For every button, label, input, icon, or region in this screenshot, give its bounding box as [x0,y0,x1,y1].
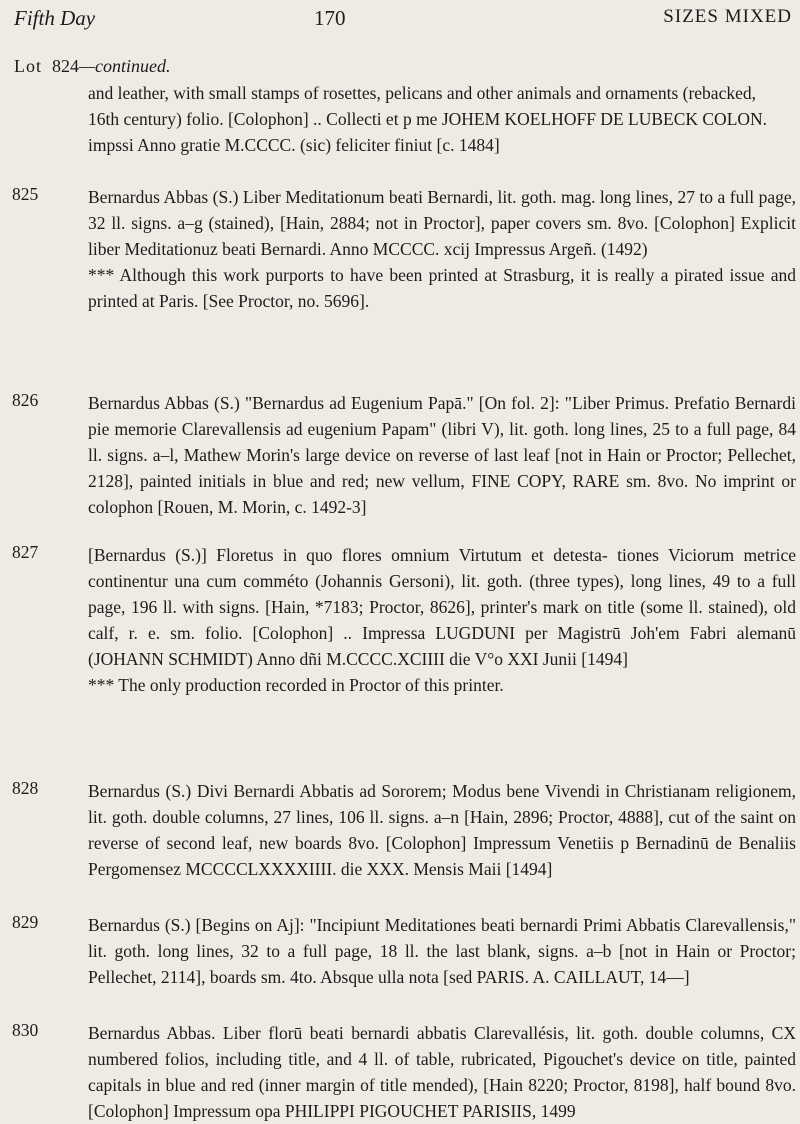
lot-number: 830 [12,1020,39,1040]
continuation-text: and leather, with small stamps of rosettes, pelicans and other animals and ornaments (rebacked, 16th century) folio. [Colophon] .. Collecti et p me JOHEM KOELHOFF DE LUBECK COLON. impssi Anno gratie M.CCCC. (sic) feliciter finiut [c. 1484] [88,83,768,155]
lot-description: Bernardus (S.) [Begins on Aj]: "Incipiunt Meditationes beati bernardi Primi Abbatis Clarevallensis," lit. goth. long lines, 32 to a full page, 18 ll. the last blank, signs. a–b [not in Hain or Proctor; Pellechet, 2114], boards sm. 4to. Absque ulla nota [sed PARIS. A. CAILLAUT, 14—] [88,915,796,987]
lot-continuation [88,80,788,158]
lot-number: 828 [12,778,39,798]
lot-note: *** The only production recorded in Proctor of this printer. [88,675,504,695]
lot-number: 824 [52,56,79,76]
lot-continued: —continued. [79,56,171,76]
lot-description: [Bernardus (S.)] Floretus in quo flores omnium Virtutum et detesta- tiones Viciorum metrice continentur una cum comméto (Johannis Gersoni), lit. goth. (three types), long lines, 49 to a full page, 196 ll. with signs. [Hain, *7183; Proctor, 8626], printer's mark on title (some ll. stained), old calf, r. e. sm. folio. [Colophon] .. Impressa LUGDUNI per Magistrū Joh'em Fabri alemanū (JOHANN SCHMIDT) Anno dñi M.CCCC.XCIIII die V°o XXI Junii [1494] [88,545,796,669]
day-title: Fifth Day [14,6,96,30]
lot-description: Bernardus (S.) Divi Bernardi Abbatis ad Sororem; Modus bene Vivendi in Christianam religionem, lit. goth. double columns, 27 lines, 106 ll. signs. a–n [Hain, 2896; Proctor, 4888], cut of the saint on reverse of second leaf, new boards 8vo. [Colophon] Impressum Venetiis p Bernadinū de Benaliis Pergomensez MCCCCLXXXXIIII. die XXX. Mensis Maii [1494] [88,781,796,879]
lot-description: Bernardus Abbas. Liber florū beati bernardi abbatis Clarevallésis, lit. goth. double columns, CX numbered folios, including title, and 4 ll. of table, rubricated, Pigouchet's device on title, painted capitals in blue and red (inner margin of title mended), [Hain 8220; Proctor, 8198], half bound 8vo. [Colophon] Impressum opa PHILIPPI PIGOUCHET PARISIIS, 1499 [88,1023,796,1121]
section-title: SIZES MIXED [663,6,792,27]
lot-note: *** Although this work purports to have been printed at Strasburg, it is really a pirated issue and printed at Paris. [See Proctor, no. 5696]. [88,265,796,311]
lot-number: 827 [12,542,39,562]
lot-number: 825 [12,184,39,204]
lot-number: 826 [12,390,39,410]
lot-heading [14,56,171,77]
page-number: 170 [314,6,346,30]
running-header [14,6,792,34]
lot-description: Bernardus Abbas (S.) "Bernardus ad Eugenium Papā." [On fol. 2]: "Liber Primus. Prefatio Bernardi pie memorie Clarevallensis ad eugenium Papam" (libri V), lit. goth. long lines, 25 to a full page, 84 ll. signs. a–l, Mathew Morin's large device on reverse of last leaf [not in Hain or Proctor; Pellechet, 2128], painted initials in blue and red; new vellum, FINE COPY, RARE sm. 8vo. No imprint or colophon [Rouen, M. Morin, c. 1492-3] [88,393,796,517]
lot-number: 829 [12,912,39,932]
lot-label: Lot [14,56,42,76]
lot-description: Bernardus Abbas (S.) Liber Meditationum beati Bernardi, lit. goth. mag. long lines, 27 to a full page, 32 ll. signs. a–g (stained), [Hain, 2884; not in Proctor], paper covers sm. 8vo. [Colophon] Explicit liber Meditationuz beati Bernardi. Anno MCCCC. xcij Impressus Argeñ. (1492) [88,187,796,259]
